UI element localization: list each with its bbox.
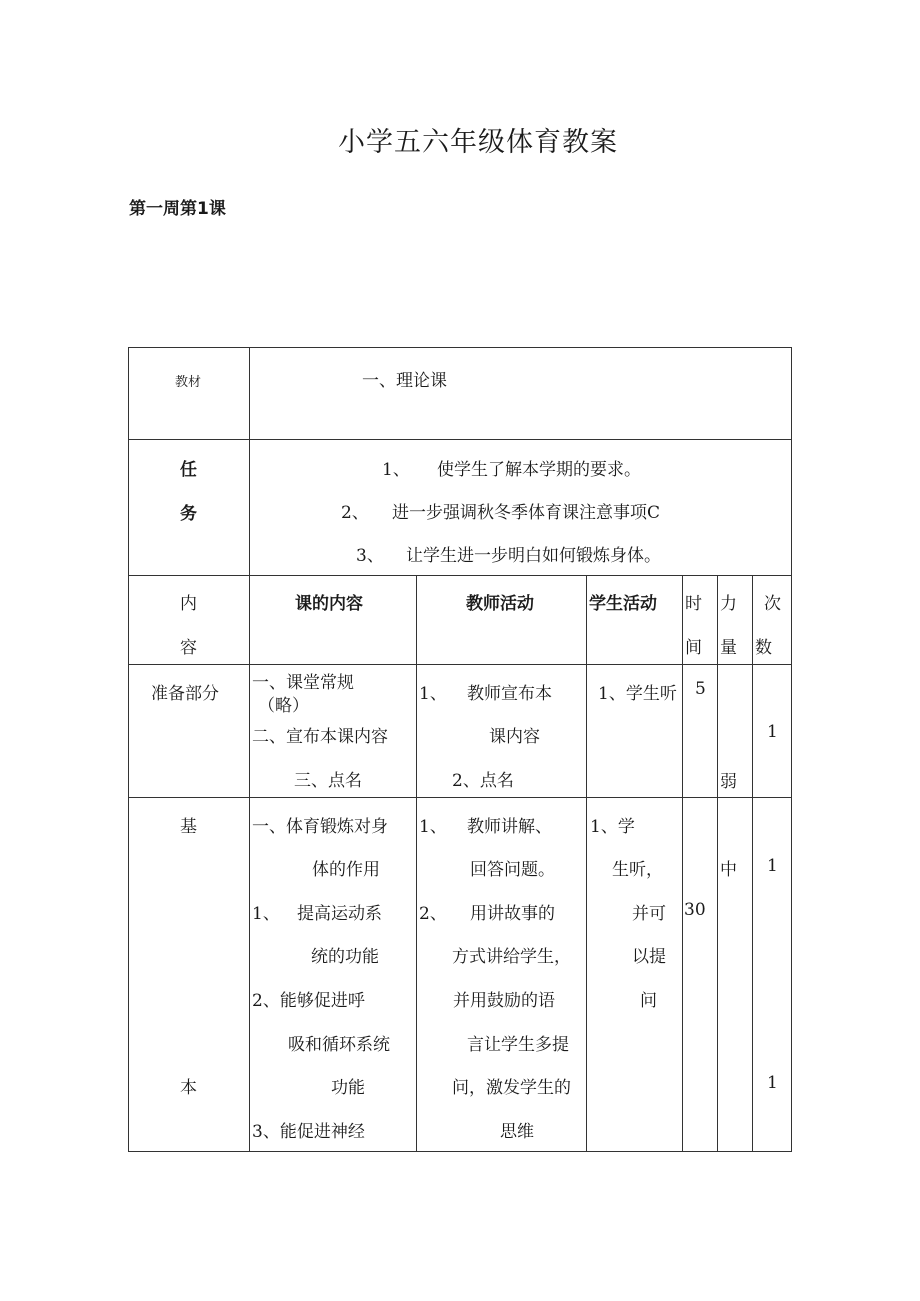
basic-student-line: 问 — [640, 991, 657, 1011]
task-label-2: 务 — [180, 504, 197, 524]
prep-time: 5 — [695, 679, 706, 699]
prep-intensity: 弱 — [720, 772, 737, 792]
header-lesson: 课的内容 — [295, 594, 363, 614]
basic-lesson-line: 功能 — [331, 1078, 365, 1098]
header-count-2: 数 — [755, 638, 772, 658]
basic-teacher-line: 用讲故事的 — [470, 904, 555, 924]
basic-lesson-line: 3、能促进神经 — [252, 1122, 365, 1142]
header-intensity-1: 力 — [720, 594, 737, 614]
prep-teacher-line: 1、 — [419, 684, 447, 704]
task-item-num: 3、 — [356, 546, 384, 566]
basic-teacher-line: 问，激发学生的 — [452, 1078, 571, 1098]
task-item-num: 2、 — [341, 503, 369, 523]
basic-teacher-line: 1、 — [419, 817, 447, 837]
header-content-1: 内 — [180, 594, 197, 614]
prep-teacher-line: 课内容 — [489, 727, 540, 747]
basic-teacher-line: 回答问题。 — [470, 860, 555, 880]
basic-teacher-line: 教师讲解、 — [467, 817, 552, 837]
prep-lesson-line: （略） — [258, 696, 309, 716]
basic-lesson-line: 体的作用 — [312, 860, 380, 880]
basic-time: 30 — [684, 900, 706, 920]
prep-teacher-line: 2、点名 — [452, 771, 514, 791]
basic-teacher-line: 思维 — [500, 1122, 534, 1142]
material-label: 教材 — [175, 375, 202, 390]
basic-teacher-line: 方式讲给学生， — [452, 947, 571, 967]
basic-student-line: 1、学 — [590, 817, 635, 837]
header-count-1: 次 — [764, 594, 781, 614]
header-time-1: 时 — [685, 594, 702, 614]
basic-teacher-line: 并用鼓励的语 — [453, 991, 555, 1011]
basic-teacher-line: 言让学生多提 — [467, 1035, 569, 1055]
basic-student-line: 并可 — [632, 904, 666, 924]
prep-label: 准备部分 — [151, 684, 219, 704]
task-item: 进一步强调秋冬季体育课注意事项C — [392, 503, 661, 523]
header-content-2: 容 — [180, 638, 197, 658]
basic-lesson-line: 2、能够促进呼 — [252, 991, 365, 1011]
page-title: 小学五六年级体育教案 — [338, 127, 618, 158]
prep-lesson-line: 一、课堂常规 — [252, 673, 354, 693]
basic-lesson-line: 统的功能 — [311, 947, 379, 967]
prep-lesson-line: 二、宣布本课内容 — [252, 727, 388, 747]
material-value: 一、理论课 — [362, 371, 447, 391]
basic-count: 1 — [767, 856, 778, 876]
basic-teacher-line: 2、 — [419, 904, 447, 924]
basic-count: 1 — [767, 1073, 778, 1093]
header-time-2: 间 — [685, 638, 702, 658]
prep-count: 1 — [767, 722, 778, 742]
header-student: 学生活动 — [589, 594, 657, 614]
basic-lesson-line: 1、 — [252, 904, 280, 924]
basic-student-line: 以提 — [632, 947, 666, 967]
task-label-1: 任 — [180, 460, 197, 480]
prep-lesson-line: 三、点名 — [294, 771, 362, 791]
lesson-heading: 第一周第1课 — [129, 199, 226, 219]
basic-label-2: 本 — [180, 1078, 197, 1098]
header-intensity-2: 量 — [720, 638, 737, 658]
task-item-num: 1、 — [382, 460, 410, 480]
header-teacher: 教师活动 — [466, 594, 534, 614]
task-item: 使学生了解本学期的要求。 — [437, 460, 641, 480]
basic-intensity: 中 — [720, 860, 737, 880]
basic-student-line: 生听， — [612, 860, 663, 880]
basic-lesson-line: 提高运动系 — [297, 904, 382, 924]
basic-label-1: 基 — [180, 817, 197, 837]
basic-lesson-line: 吸和循环系统 — [288, 1035, 390, 1055]
prep-student: 1、学生听 — [598, 684, 677, 704]
task-item: 让学生进一步明白如何锻炼身体。 — [406, 546, 661, 566]
prep-teacher-line: 教师宣布本 — [467, 684, 552, 704]
basic-lesson-line: 一、体育锻炼对身 — [252, 817, 388, 837]
